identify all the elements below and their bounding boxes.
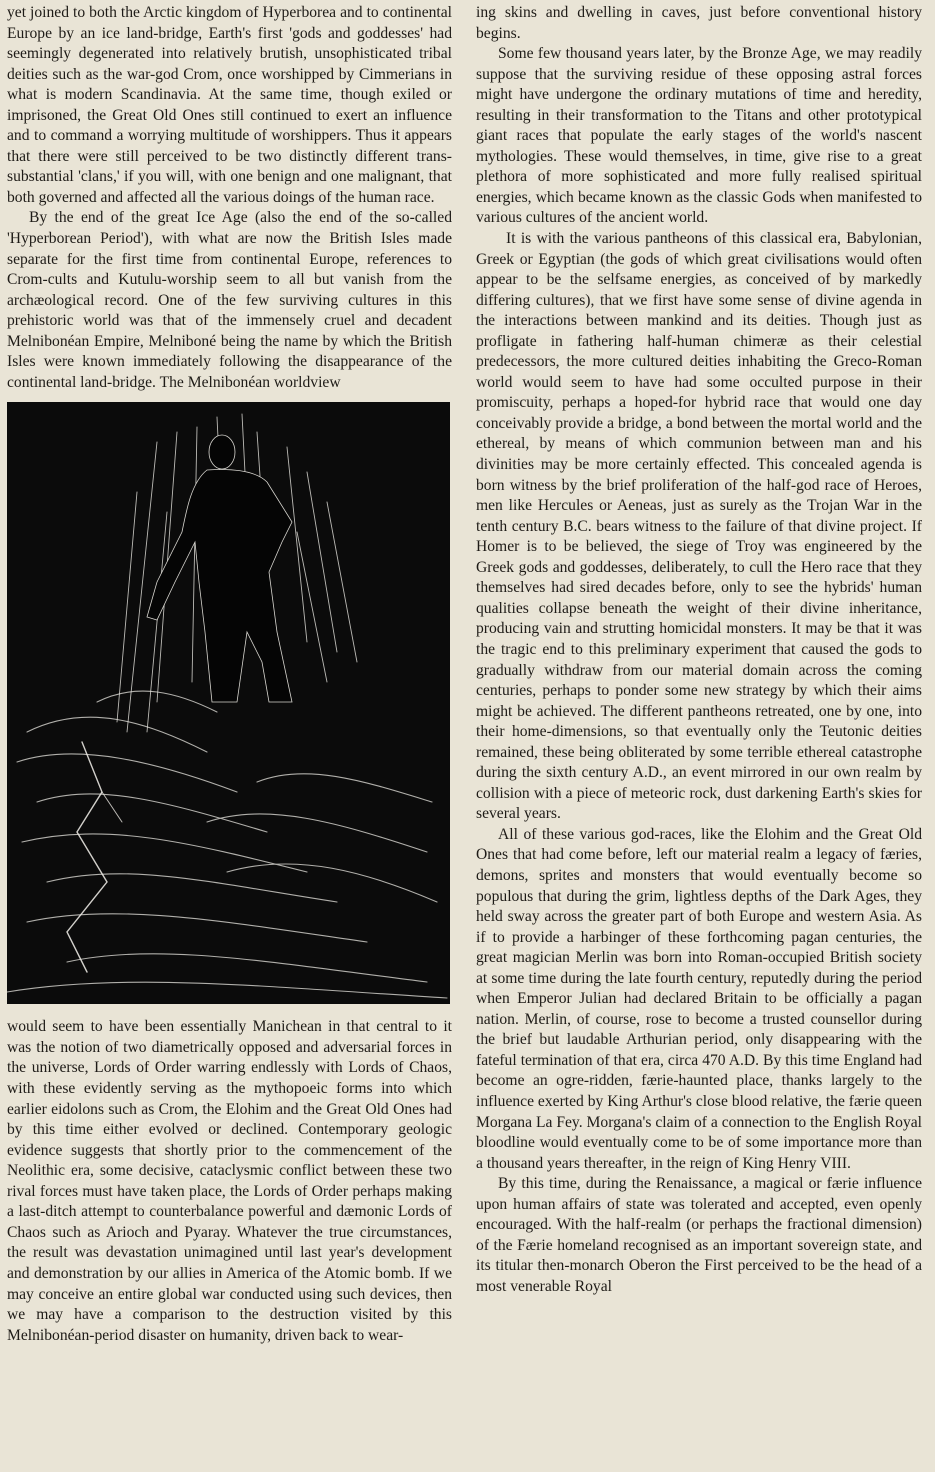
right-paragraph-3: It is with the various pantheons of this classical era, Babylonian, Greek or Egyptian (the gods of which great civilisations would often appear to be the selfsame energies, as conceived of by markedly differing cultures), that we first have some sense of divine agenda in the interactions between mankind and its deities. Though just as profligate in fathering half-human chimeræ as their celestial predecessors, the more cultured deities inhabiting the Greco-Roman world would seem to have had some occulted purpose in their promiscuity, perhaps a hoped-for hybrid race that would one day conceivably provide a bridge, a bond between the mortal world and the ethereal, by means of which communion between man and his divinities may be more certainly effected. This concealed agenda is born witness by the brief proliferation of the half-god race of Heroes, men like Hercules or Aeneas, just as surely as the Trojan War in the tenth century B.C. bears witness to the failure of that divine project. If Homer is to be believed, the siege of Troy was engineered by the Greek gods and goddesses, deliberately, to cull the Hero race that they themselves had sired decades before, only to see the hybrids' human qualities collapse beneath the weight of their divine inheritance, producing vain and strutting homicidal monsters. It may be that it was the tragic end to this preliminary experiment that caused the gods to gradually withdraw from our material domain across the coming centuries, perhaps to ponder some new strategy by which their aims might be achieved. The different pantheons retreated, one by one, into their home-dimensions, so that eventually only the Teutonic deities remained, these being obliterated by some terrible ethereal catastrophe during the sixth century A.D., an event mirrored in our own realm by collision with a piece of meteoric rock, dust darkening Earth's skies for several years.	[476, 230, 922, 823]
right-paragraph-4: All of these various god-races, like the Elohim and the Great Old Ones that had come before, left our material realm a legacy of færies, demons, sprites and monsters that would eventually become so populous that during the grim, lightless depths of the Dark Ages, they held sway across the greater part of both Europe and western Asia. As if to provide a harbinger of these forthcoming pagan centuries, the great magician Merlin was born into Roman-occupied British society at some time during the late fourth century, reputedly during the period when Emperor Julian had declared Britain to be officially a pagan nation. Merlin, of course, rose to become a trusted counsellor during the brief but laudable Arthurian period, only disappearing with the fateful termination of that era, circa 470 A.D. By this time England had become an ogre-ridden, færie-haunted place, thanks largely to the influence exerted by King Arthur's close blood relative, the færie queen Morgana La Fey. Morgana's claim of a connection to the English Royal bloodline would eventually come to be of some importance more than a thousand years thereafter, in the reign of King Henry VIII.	[476, 825, 922, 1172]
right-paragraph-2: Some few thousand years later, by the Bronze Age, we may readily suppose that the surviving residue of these opposing astral forces might have undergone the ordinary mutations of time and heredity, resulting in their transformation to the Titans and other prototypical giant races that populate the early stages of the world's nascent mythologies. These would themselves, in time, give rise to a great plethora of more sophisticated and more fully realised spiritual energies, which became known as the classic Gods when manifested to various cultures of the ancient world.	[476, 45, 922, 227]
right-column	[476, 0, 922, 1472]
left-paragraph-1: yet joined to both the Arctic kingdom of Hyperborea and to continental Europe by an ice land-bridge, Earth's first 'gods and goddesses' had seemingly degenerated into relatively brutish, unsophisticated tribal deities such as the war-god Crom, once worshipped by Cimmerians in what is modern Scandinavia. At the same time, though exiled or imprisoned, the Great Old Ones still continued to exert an influence and to command a worrying multitude of worshippers. Thus it appears that there were still perceived to be two distinctly different trans-substantial 'clans,' if you will, with one benign and one malignant, that both governed and affected all the various doings of the human race.	[7, 4, 452, 206]
left-column	[7, 0, 452, 1472]
right-paragraph-5: By this time, during the Renaissance, a magical or færie influence upon human affairs of state was tolerated and accepted, even openly encouraged. With the half-realm (or perhaps the fractional dimension) of the Færie homeland recognised as an important sovereign state, and its titular then-monarch Oberon the First perceived to be the head of a most venerable Royal	[476, 1175, 922, 1295]
illustration-figure-in-storm	[7, 402, 450, 1004]
right-paragraph-1: ing skins and dwelling in caves, just before conventional history begins.	[476, 4, 922, 42]
left-paragraph-2: By the end of the great Ice Age (also the end of the so-called 'Hyperborean Period'), with what are now the British Isles made separate for the first time from continental Europe, references to Crom-cults and Kutulu-worship seem to all but vanish from the archæological record. One of the few surviving cultures in this prehistoric world was that of the immensely cruel and decadent Melnibonéan Empire, Melniboné being the name by which the British Isles were known immediately following the disappearance of the continental land-bridge. The Melnibonéan worldview	[7, 209, 452, 391]
left-paragraph-3: would seem to have been essentially Manichean in that central to it was the notion of two diametrically opposed and adversarial forces in the universe, Lords of Order warring endlessly with Lords of Chaos, with these evidently serving as the mythopoeic forms into which earlier eidolons such as Crom, the Elohim and the Great Old Ones had by this time either evolved or declined. Contemporary geologic evidence suggests that shortly prior to the commencement of the Neolithic era, some decisive, cataclysmic conflict between these two rival forces must have taken place, the Lords of Order perhaps making a last-ditch attempt to counterbalance powerful and dæmonic Lords of Chaos such as Arioch and Pyaray. Whatever the true circumstances, the result was devastation unimagined until last year's development and demonstration by our allies in America of the Atomic bomb. If we may conceive an entire global war conducted using such devices, then we may have a comparison to the destruction visited by this Melnibonéan-period disaster on humanity, driven back to wear-	[7, 1018, 452, 1344]
